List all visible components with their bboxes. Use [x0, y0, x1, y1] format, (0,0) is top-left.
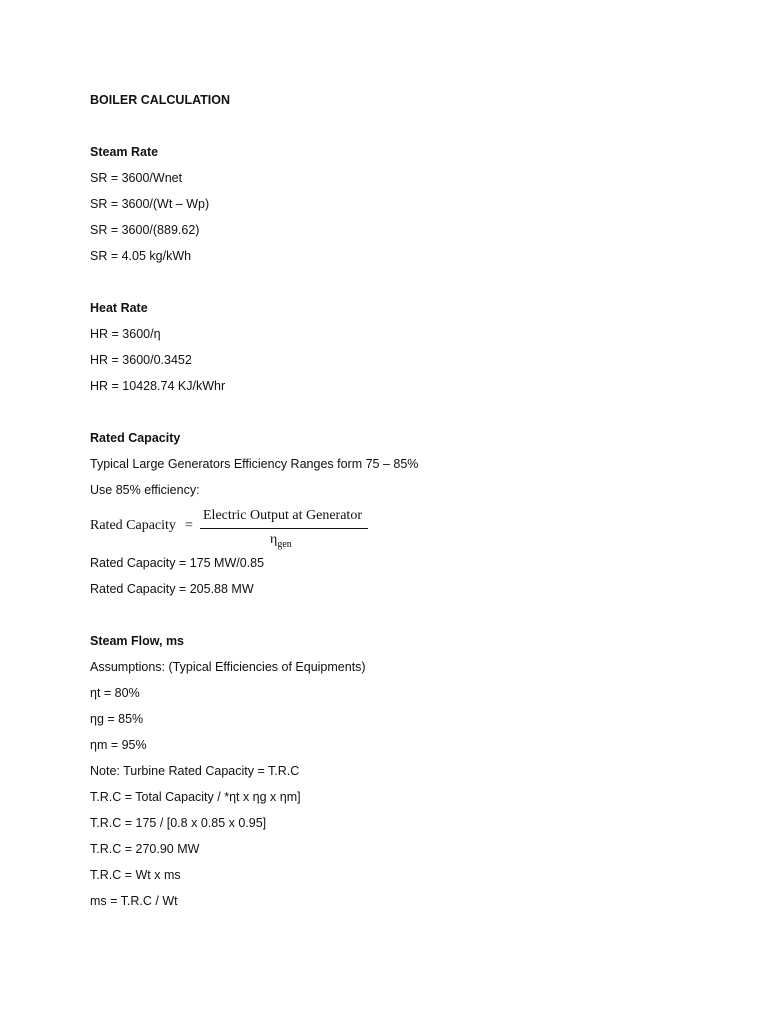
denominator-subscript: gen	[277, 538, 292, 550]
rated-capacity-line: Rated Capacity = 205.88 MW	[90, 582, 254, 596]
steam-rate-line: SR = 3600/(Wt – Wp)	[90, 197, 210, 211]
steam-flow-line: ηm = 95%	[90, 738, 147, 752]
eta-symbol: η	[270, 532, 278, 547]
rated-capacity-formula	[90, 506, 390, 552]
steam-flow-heading: Steam Flow, ms	[90, 634, 185, 648]
steam-flow-line: Assumptions: (Typical Efficiencies of Equipments)	[90, 660, 366, 674]
steam-flow-line: Note: Turbine Rated Capacity = T.R.C	[90, 764, 300, 778]
heat-rate-line: HR = 3600/0.3452	[90, 353, 192, 367]
steam-rate-heading: Steam Rate	[90, 145, 159, 159]
steam-flow-line: T.R.C = 270.90 MW	[90, 842, 200, 856]
rated-capacity-intro: Typical Large Generators Efficiency Ranges form 75 – 85%	[90, 457, 419, 471]
heat-rate-line: HR = 3600/η	[90, 327, 161, 341]
formula-equals: =	[185, 518, 193, 533]
document-title: BOILER CALCULATION	[90, 93, 231, 107]
steam-flow-line: T.R.C = 175 / [0.8 x 0.85 x 0.95]	[90, 816, 267, 830]
formula-lhs: Rated Capacity	[90, 518, 176, 533]
heat-rate-heading: Heat Rate	[90, 301, 148, 315]
heat-rate-line: HR = 10428.74 KJ/kWhr	[90, 379, 226, 393]
steam-rate-line: SR = 3600/Wnet	[90, 171, 183, 185]
fraction-bar	[200, 528, 368, 529]
steam-rate-line: SR = 3600/(889.62)	[90, 223, 200, 237]
rated-capacity-line: Rated Capacity = 175 MW/0.85	[90, 556, 265, 570]
rated-capacity-intro: Use 85% efficiency:	[90, 483, 200, 497]
steam-flow-line: ηt = 80%	[90, 686, 140, 700]
rated-capacity-heading: Rated Capacity	[90, 431, 181, 445]
steam-flow-line: T.R.C = Wt x ms	[90, 868, 181, 882]
formula-denominator	[270, 532, 292, 550]
steam-flow-line: ms = T.R.C / Wt	[90, 894, 178, 908]
steam-flow-line: T.R.C = Total Capacity / *ηt x ηg x ηm]	[90, 790, 301, 804]
steam-flow-line: ηg = 85%	[90, 712, 144, 726]
formula-numerator: Electric Output at Generator	[203, 508, 362, 523]
steam-rate-line: SR = 4.05 kg/kWh	[90, 249, 192, 263]
